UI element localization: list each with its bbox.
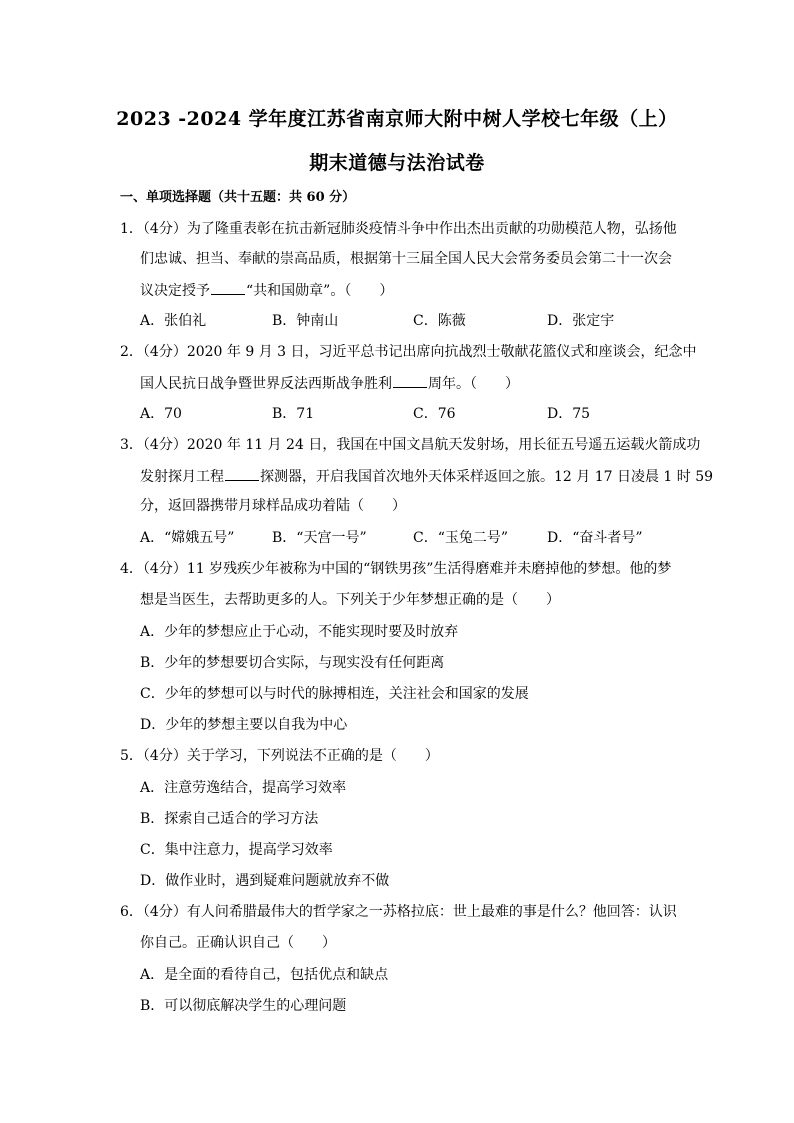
question-2-line-2 bbox=[140, 373, 519, 393]
q1-option-d: D．张定宇 bbox=[547, 313, 615, 329]
q6-option-a: A．是全面的看待自己，包括优点和缺点 bbox=[140, 967, 389, 983]
q3-option-c: C．“玉兔二号” bbox=[413, 530, 509, 546]
question-3-text-b: 探测器，开启我国首次地外天体采样返回之旅。12 月 17 日凌晨 1 时 59 bbox=[260, 469, 714, 485]
q2-option-d: D．75 bbox=[547, 406, 591, 422]
q2-option-a: A．70 bbox=[140, 406, 182, 422]
q3-option-b: B．“天宫一号” bbox=[272, 530, 367, 546]
q3-option-d: D．“奋斗者号” bbox=[547, 530, 643, 546]
q5-option-d: D．做作业时，遇到疑难问题就放弃不做 bbox=[140, 873, 390, 889]
question-5-line-1: 5．（4分）关于学习，下列说法不正确的是（ ） bbox=[120, 748, 439, 764]
exam-title: 2023 -2024 学年度江苏省南京师大附中树人学校七年级（上） bbox=[116, 108, 678, 130]
question-3-line-3: 分，返回器携带月球样品成功着陆（ ） bbox=[140, 498, 406, 514]
question-1-text-b: “共和国勋章”。（ ） bbox=[246, 283, 394, 299]
q2-option-b: B．71 bbox=[272, 406, 315, 422]
question-1-line-3 bbox=[140, 280, 393, 300]
question-6-line-2: 你自己。正确认识自己（ ） bbox=[140, 935, 336, 951]
q1-option-a: A．张伯礼 bbox=[140, 313, 207, 329]
question-1-line-2: 们忠诚、担当、奉献的崇高品质，根据第十三届全国人民大会常务委员会第二十一次会 bbox=[140, 251, 672, 267]
q5-option-c: C．集中注意力，提高学习效率 bbox=[140, 842, 333, 858]
exam-subtitle: 期末道德与法治试卷 bbox=[309, 152, 485, 174]
q2-option-c: C．76 bbox=[413, 406, 456, 422]
question-3-line-1: 3．（4分）2020 年 11 月 24 日，我国在中国文昌航天发射场，用长征五号遥五运载火箭成功 bbox=[120, 437, 701, 453]
q1-option-b: B．钟南山 bbox=[272, 313, 339, 329]
question-2-text-b: 周年。（ ） bbox=[428, 376, 519, 392]
question-3-line-2 bbox=[140, 466, 713, 486]
q4-option-c: C．少年的梦想可以与时代的脉搏相连，关注社会和国家的发展 bbox=[140, 686, 529, 702]
q5-option-b: B．探索自己适合的学习方法 bbox=[140, 811, 319, 827]
q6-option-b: B．可以彻底解决学生的心理问题 bbox=[140, 998, 347, 1014]
q4-option-d: D．少年的梦想主要以自我为中心 bbox=[140, 717, 348, 733]
answer-blank bbox=[225, 466, 259, 481]
question-2-text-a: 国人民抗日战争暨世界反法西斯战争胜利 bbox=[140, 376, 392, 392]
q5-option-a: A．注意劳逸结合，提高学习效率 bbox=[140, 780, 347, 796]
q3-option-a: A．“嫦娥五号” bbox=[140, 530, 235, 546]
question-3-text-a: 发射探月工程 bbox=[140, 469, 224, 485]
q4-option-b: B．少年的梦想要切合实际，与现实没有任何距离 bbox=[140, 655, 445, 671]
section-heading: 一、单项选择题（共十五题：共 60 分） bbox=[120, 190, 356, 205]
q1-option-c: C．陈薇 bbox=[413, 313, 466, 329]
question-4-line-2: 想是当医生，去帮助更多的人。下列关于少年梦想正确的是（ ） bbox=[140, 592, 560, 608]
q4-option-a: A．少年的梦想应止于心动，不能实现时要及时放弃 bbox=[140, 624, 459, 640]
answer-blank bbox=[393, 373, 427, 388]
question-1-line-1: 1．（4分）为了隆重表彰在抗击新冠肺炎疫情斗争中作出杰出贡献的功勋模范人物，弘扬他 bbox=[120, 221, 677, 237]
answer-blank bbox=[211, 280, 245, 295]
question-2-line-1: 2．（4分）2020 年 9 月 3 日，习近平总书记出席向抗战烈士敬献花篮仪式和座谈会，纪念中 bbox=[120, 344, 697, 360]
question-1-text-a: 议决定授予 bbox=[140, 283, 210, 299]
question-4-line-1: 4．（4分）11 岁残疾少年被称为中国的“钢铁男孩”生活得磨难并未磨掉他的梦想。他的梦 bbox=[120, 561, 672, 577]
question-6-line-1: 6．（4分）有人问希腊最伟大的哲学家之一苏格拉底：世上最难的事是什么？他回答：认识 bbox=[120, 904, 677, 920]
